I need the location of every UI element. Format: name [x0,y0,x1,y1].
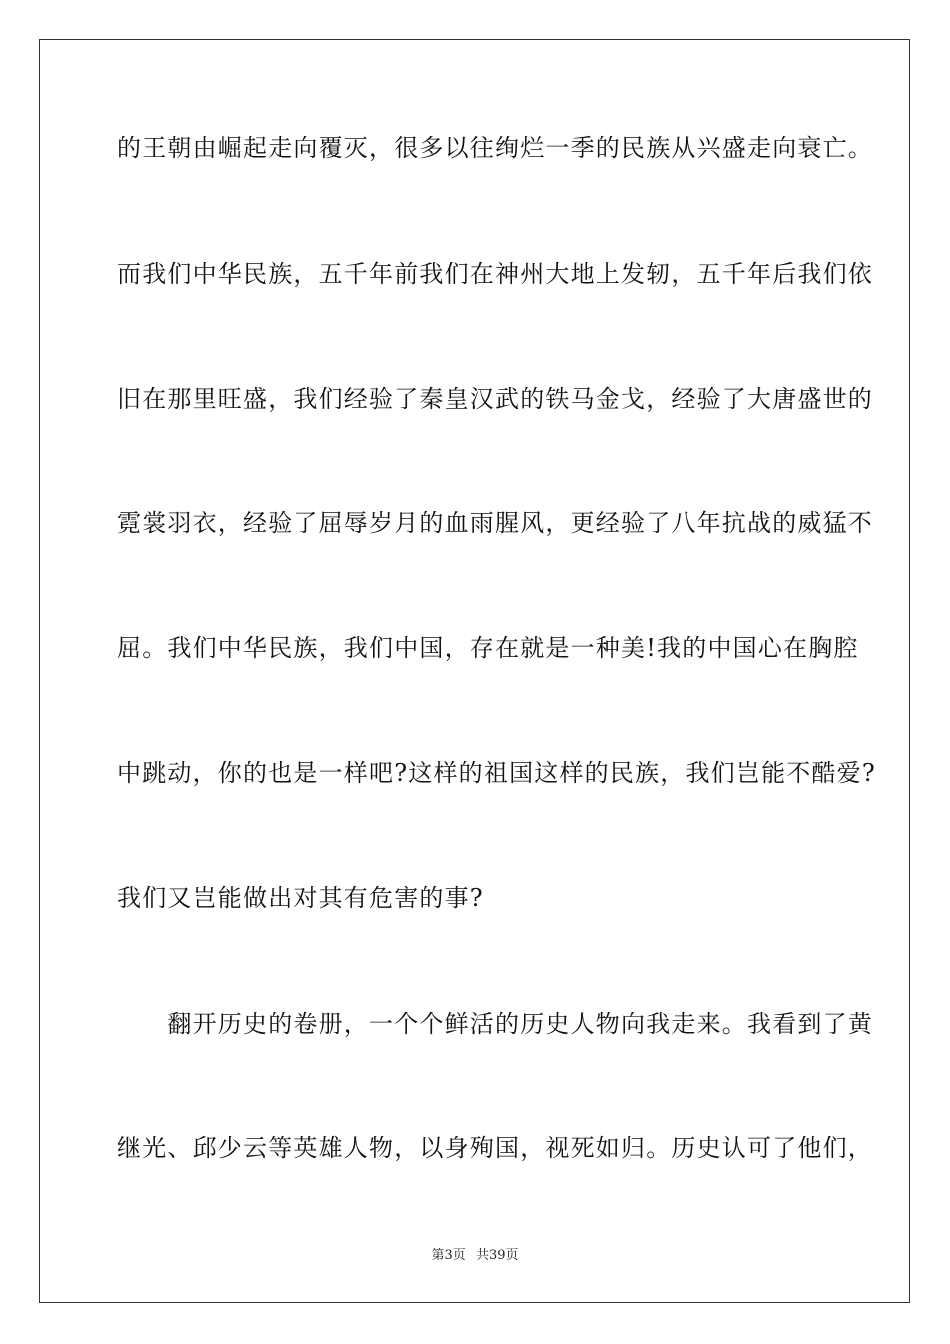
body-text-line: 旧在那里旺盛，我们经验了秦皇汉武的铁马金戈，经验了大唐盛世的 [117,385,873,413]
page-number: 第3页 [431,1248,466,1263]
body-text-line: 的王朝由崛起走向覆灭，很多以往绚烂一季的民族从兴盛走向衰亡。 [117,134,873,162]
page-footer [0,1248,950,1264]
page-border [39,39,910,1303]
body-text-line: 霓裳羽衣，经验了屈辱岁月的血雨腥风，更经验了八年抗战的威猛不 [117,509,873,537]
body-text-line: 屈。我们中华民族，我们中国，存在就是一种美!我的中国心在胸腔 [117,634,859,662]
body-text-line: 我们又岂能做出对其有危害的事? [117,884,484,912]
total-pages: 共39页 [475,1248,519,1263]
body-text-line: 中跳动，你的也是一样吧?这样的祖国这样的民族，我们岂能不酷爱? [117,759,876,787]
body-text-line: 继光、邱少云等英雄人物，以身殉国，视死如归。历史认可了他们， [117,1134,873,1162]
body-text-line: 翻开历史的卷册，一个个鲜活的历史人物向我走来。我看到了黄 [117,1010,873,1038]
body-text-line: 而我们中华民族，五千年前我们在神州大地上发轫，五千年后我们依 [117,260,873,288]
